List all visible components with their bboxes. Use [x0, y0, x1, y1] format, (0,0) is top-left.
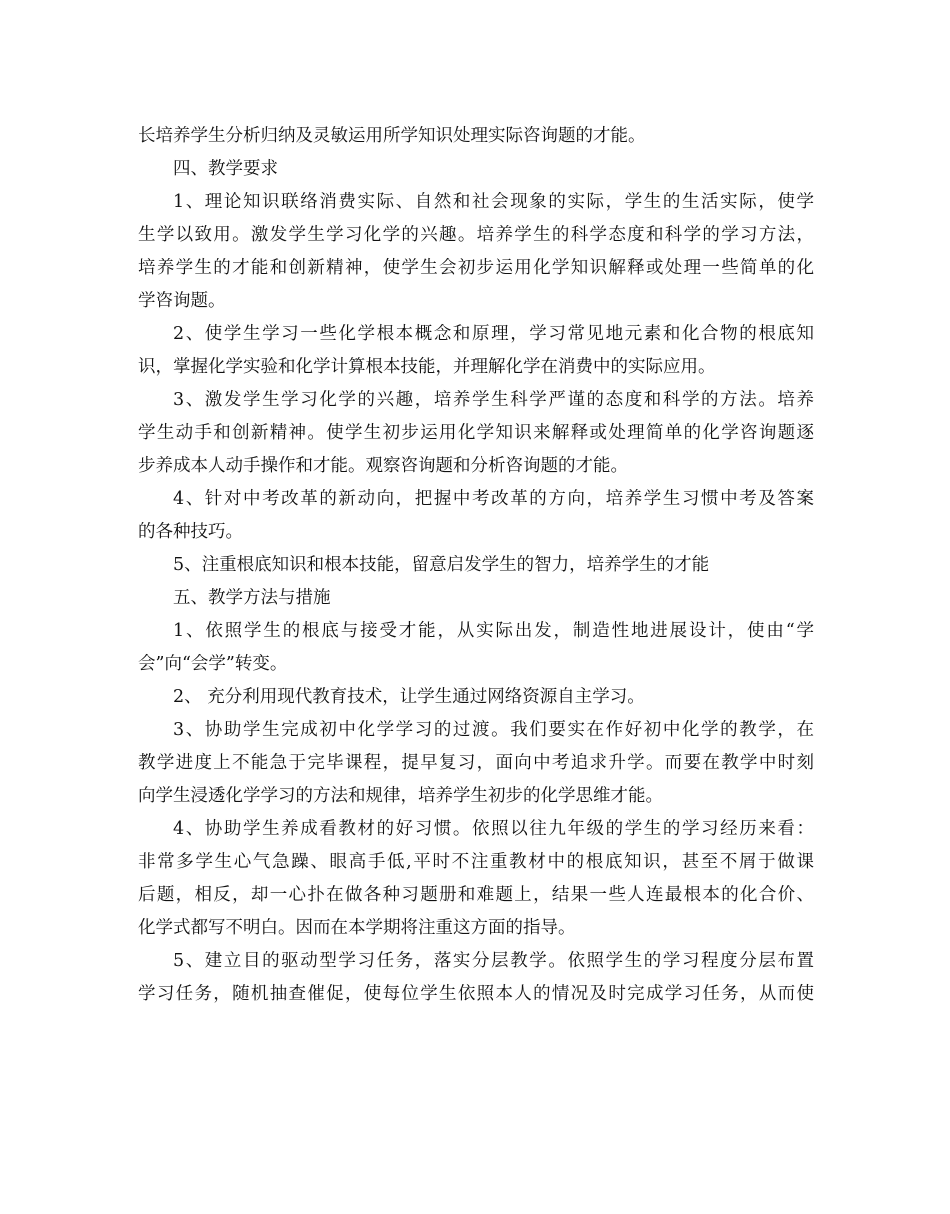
paragraph-first-line: 5、注重根底知识和根本技能，留意启发学生的智力，培养学生的才能 — [173, 555, 710, 575]
paragraph-first-line: 2、 充分利用现代教育技术，让学生通过网络资源自主学习。 — [173, 687, 645, 707]
paragraph-line: 学习任务，随机抽查催促，使每位学生依照本人的情况及时完成学习任务，从而使 — [138, 984, 814, 1004]
paragraph-line: 培养学生的才能和创新精神，使学生会初步运用化学知识解释或处理一些简单的化 — [138, 258, 814, 278]
paragraph-line: 步养成本人动手操作和才能。观察咨询题和分析咨询题的才能。 — [138, 456, 628, 476]
paragraph-first-line: 1、理论知识联络消费实际、自然和社会现象的实际，学生的生活实际，使学 — [173, 192, 814, 212]
paragraph-line: 后题，相反，却一心扑在做各种习题册和难题上，结果一些人连最根本的化合价、 — [138, 885, 814, 905]
paragraph-first-line: 四、教学要求 — [173, 159, 278, 179]
paragraph-line: 长培养学生分析归纳及灵敏运用所学知识处理实际咨询题的才能。 — [138, 126, 646, 146]
paragraph-first-line: 五、教学方法与措施 — [173, 588, 331, 608]
paragraph-line: 会”向“会学”转变。 — [138, 654, 288, 674]
paragraph-line: 学生动手和创新精神。使学生初步运用化学知识来解释或处理简单的化学咨询题逐 — [138, 423, 814, 443]
document-page — [138, 120, 814, 1011]
paragraph-line: 学咨询题。 — [138, 291, 226, 311]
paragraph-first-line: 4、协助学生养成看教材的好习惯。依照以往九年级的学生的学习经历来看： — [173, 819, 814, 839]
paragraph-line: 化学式都写不明白。因而在本学期将注重这方面的指导。 — [138, 918, 576, 938]
paragraph-first-line: 3、协助学生完成初中化学学习的过渡。我们要实在作好初中化学的教学，在 — [173, 720, 814, 740]
paragraph-first-line: 2、使学生学习一些化学根本概念和原理，学习常见地元素和化合物的根底知 — [173, 324, 814, 344]
paragraph-line: 教学进度上不能急于完毕课程，提早复习，面向中考追求升学。而要在教学中时刻 — [138, 753, 814, 773]
paragraph-line: 的各种技巧。 — [138, 522, 243, 542]
paragraph-line: 非常多学生心气急躁、眼高手低,平时不注重教材中的根底知识，甚至不屑于做课 — [138, 852, 814, 872]
paragraph-first-line: 3、激发学生学习化学的兴趣，培养学生科学严谨的态度和科学的方法。培养 — [173, 390, 814, 410]
paragraph-line: 识，掌握化学实验和化学计算根本技能，并理解化学在消费中的实际应用。 — [138, 357, 716, 377]
paragraph-line: 向学生浸透化学学习的方法和规律，培养学生初步的化学思维才能。 — [138, 786, 663, 806]
paragraph-line: 生学以致用。激发学生学习化学的兴趣。培养学生的科学态度和科学的学习方法， — [138, 225, 814, 245]
paragraph-first-line: 4、针对中考改革的新动向，把握中考改革的方向，培养学生习惯中考及答案 — [173, 489, 814, 509]
paragraph-first-line: 1、依照学生的根底与接受才能，从实际出发，制造性地进展设计，使由“学 — [173, 621, 814, 641]
paragraph-first-line: 5、建立目的驱动型学习任务，落实分层教学。依照学生的学习程度分层布置 — [173, 951, 814, 971]
